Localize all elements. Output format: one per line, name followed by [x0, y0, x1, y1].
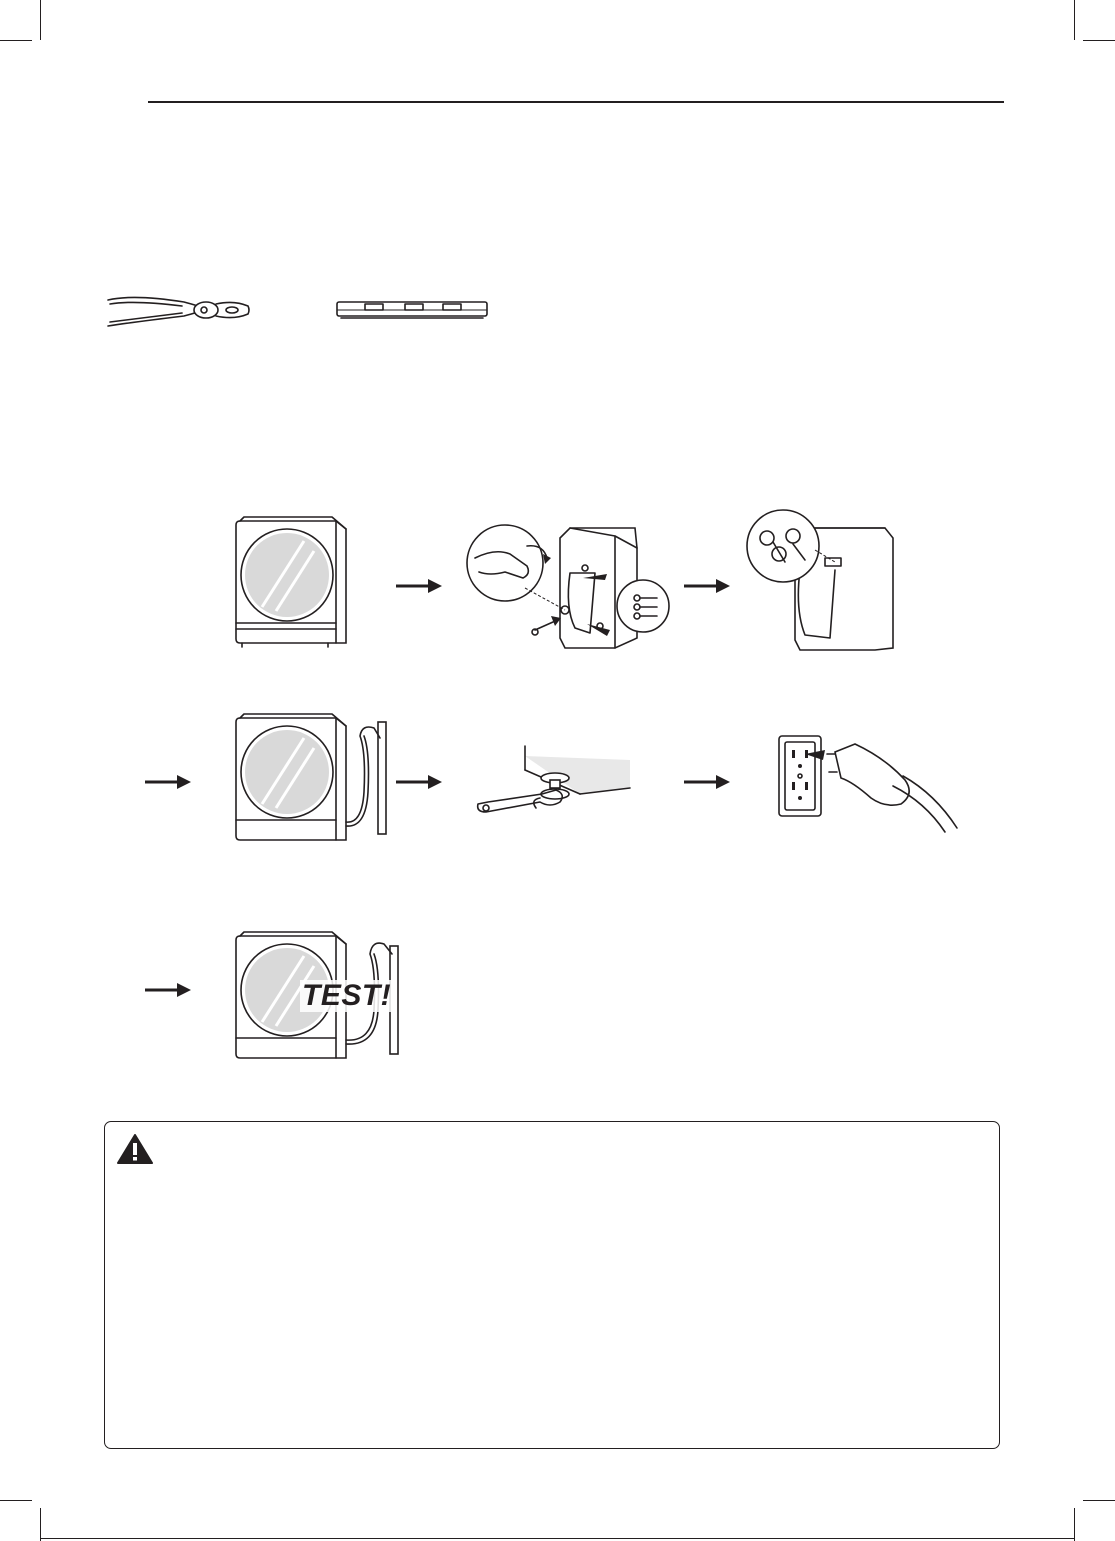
right-arrow-icon	[684, 578, 732, 594]
right-arrow-icon	[145, 982, 193, 998]
test-label: TEST!	[302, 979, 392, 1012]
washer-front-illustration	[232, 515, 352, 650]
crop-mark-top-left-v	[40, 0, 41, 40]
crop-mark-bottom-left-v	[40, 1508, 41, 1541]
connect-water-lines-illustration	[745, 510, 895, 652]
plug-into-outlet-illustration	[775, 732, 965, 842]
crop-mark-top-left-h	[0, 40, 32, 41]
crop-mark-top-right-v	[1074, 0, 1075, 40]
right-arrow-icon	[396, 578, 444, 594]
remove-shipping-bolts-illustration	[465, 518, 675, 653]
warning-box	[104, 1121, 1000, 1449]
right-arrow-icon	[145, 774, 193, 790]
drain-hose-illustration	[232, 712, 402, 847]
crop-mark-bottom-left-h	[0, 1500, 32, 1501]
crop-mark-bottom-right-v	[1074, 1508, 1075, 1541]
right-arrow-icon	[396, 774, 444, 790]
adjust-leveling-feet-illustration	[470, 738, 640, 828]
header-rule	[148, 101, 1004, 103]
warning-triangle-icon	[116, 1133, 154, 1165]
level-icon	[335, 298, 490, 322]
pliers-icon	[104, 290, 254, 330]
right-arrow-icon	[684, 774, 732, 790]
crop-mark-top-right-h	[1083, 40, 1115, 41]
bottom-trim-line	[40, 1538, 1075, 1539]
crop-mark-bottom-right-h	[1083, 1500, 1115, 1501]
